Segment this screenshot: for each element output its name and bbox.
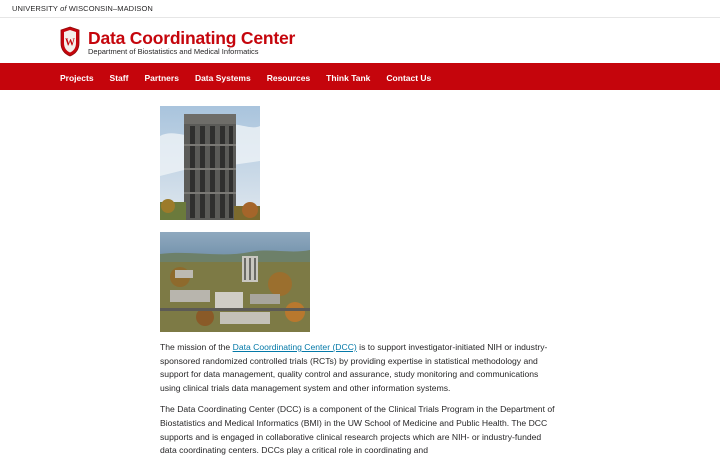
nav-item-data-systems xyxy=(195,63,251,90)
uw-crest-icon[interactable] xyxy=(60,26,80,57)
nav-item-contact-us xyxy=(386,63,431,90)
mission-paragraph xyxy=(160,341,560,395)
masthead xyxy=(0,18,720,63)
main-navigation xyxy=(0,63,720,90)
nav-link-resources[interactable]: Resources xyxy=(266,73,311,83)
mission-text-before: The mission of the xyxy=(160,342,233,352)
nav-link-data-systems[interactable]: Data Systems xyxy=(194,73,251,83)
site-title[interactable]: Data Coordinating Center xyxy=(88,28,296,48)
nav-item-staff xyxy=(110,63,129,90)
nav-link-projects[interactable]: Projects xyxy=(60,73,94,83)
university-prefix: UNIVERSITY xyxy=(12,4,58,13)
university-suffix: WISCONSIN–MADISON xyxy=(68,4,153,13)
nav-link-staff[interactable]: Staff xyxy=(109,73,129,83)
nav-link-think-tank[interactable]: Think Tank xyxy=(326,73,371,83)
global-university-bar xyxy=(0,0,720,18)
campus-aerial-photo xyxy=(160,232,310,332)
tower-building-photo xyxy=(160,106,260,220)
nav-item-partners xyxy=(144,63,179,90)
nav-item-resources xyxy=(267,63,310,90)
nav-list xyxy=(60,63,447,90)
university-home-link[interactable] xyxy=(12,4,153,13)
nav-link-partners[interactable]: Partners xyxy=(144,73,179,83)
site-tagline: Department of Biostatistics and Medical Informatics xyxy=(88,47,259,56)
mission-text xyxy=(160,341,560,466)
dcc-link[interactable]: Data Coordinating Center (DCC) xyxy=(232,342,357,352)
mission-text-after: is to support investigator-initiated NIH or industry-sponsored randomized controlled trials (RCTs) by providing expertise in statistical methodology and support for data management, quality control and assurance, study monitoring and communications using clinical trials data management system and other information systems. xyxy=(160,342,548,393)
nav-link-contact-us[interactable]: Contact Us xyxy=(386,73,432,83)
dcc-component-paragraph: The Data Coordinating Center (DCC) is a component of the Clinical Trials Program in the Department of Biostatistics and Medical Informatics (BMI) in the UW School of Medicine and Public Health. The DCC supports and is engaged in collaborative clinical research projects which are NIH- or industry-funded data coordinating centers. DCCs play a critical role in coordinating and xyxy=(160,404,555,456)
university-of: of xyxy=(60,4,67,13)
crest-letter: W xyxy=(65,37,75,49)
nav-item-projects xyxy=(60,63,94,90)
nav-item-think-tank xyxy=(326,63,370,90)
